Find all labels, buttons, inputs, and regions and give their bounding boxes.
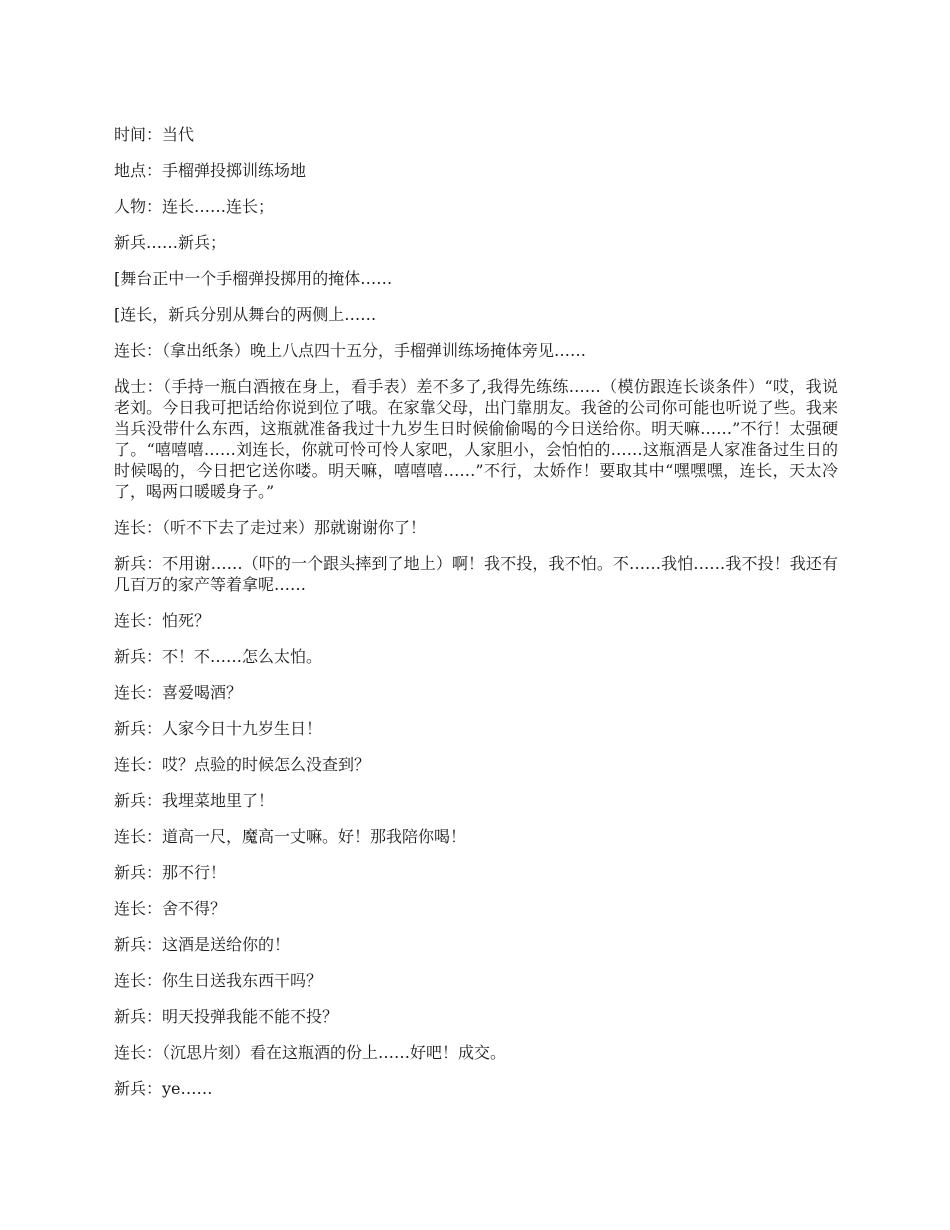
- dialogue-line: 新兵：那不行！: [114, 863, 227, 882]
- dialogue-line: 连长：怕死？: [114, 611, 211, 630]
- dialogue-line: 连长：你生日送我东西干吗？: [114, 971, 323, 990]
- dialogue-line: 战士：（手持一瓶白酒掖在身上，看手表）差不多了,我得先练练……（模仿跟连长谈条件）“哎，我说老刘。今日我可把话给你说到位了哦。在家靠父母，出门靠朋友。我爸的公司你可能也听说了些。我来当兵没带什么东西，这瓶就准备我过十九岁生日时候偷偷喝的今日送给你。明天嘛……”不行！太强硬了。“嘻嘻嘻……刘连长，你就可怜可怜人家吧，人家胆小，会怕怕的……这瓶酒是人家准备过生日的时候喝的，今日把它送你喽。明天嘛，嘻嘻嘻……”不行，太娇作！要取其中“嘿嘿嘿，连长，天太冷了，喝两口暖暖身子。”: [114, 377, 838, 501]
- dialogue-line: 连长：舍不得？: [114, 899, 227, 918]
- paragraph-characters: 人物：连长……连长；: [114, 197, 275, 216]
- dialogue-line: 连长：（听不下去了走过来）那就谢谢你了！: [114, 518, 427, 537]
- dialogue-line: 新兵：ye……: [114, 1079, 213, 1098]
- dialogue-line: 新兵：这酒是送给你的！: [114, 935, 291, 954]
- dialogue-line: 连长：哎？点验的时候怎么没查到？: [114, 755, 371, 774]
- paragraph-time: 时间：当代: [114, 125, 195, 144]
- dialogue-line: 连长：喜爱喝酒？: [114, 683, 243, 702]
- dialogue-line: 连长：（沉思片刻）看在这瓶酒的份上……好吧！成交。: [114, 1043, 507, 1062]
- dialogue-line: 连长：道高一尺，魔高一丈嘛。好！那我陪你喝！: [114, 827, 467, 846]
- dialogue-line: 连长：（拿出纸条）晚上八点四十五分，手榴弹训练场掩体旁见……: [114, 341, 587, 360]
- stage-direction: [舞台正中一个手榴弹投掷用的掩体……: [114, 269, 393, 288]
- dialogue-line: 新兵：不！不……怎么太怕。: [114, 647, 323, 666]
- stage-direction: [连长，新兵分别从舞台的两侧上……: [114, 305, 377, 324]
- paragraph-characters-2: 新兵……新兵；: [114, 233, 227, 252]
- dialogue-line: 新兵：明天投弹我能不能不投？: [114, 1007, 339, 1026]
- dialogue-line: 新兵：人家今日十九岁生日！: [114, 719, 323, 738]
- paragraph-place: 地点：手榴弹投掷训练场地: [114, 161, 307, 180]
- dialogue-line: 新兵：不用谢……（吓的一个跟头摔到了地上）啊！我不投，我不怕。不……我怕……我不投！我还有几百万的家产等着拿呢……: [114, 554, 838, 594]
- document-page: [114, 124, 838, 1114]
- dialogue-line: 新兵：我埋菜地里了！: [114, 791, 275, 810]
